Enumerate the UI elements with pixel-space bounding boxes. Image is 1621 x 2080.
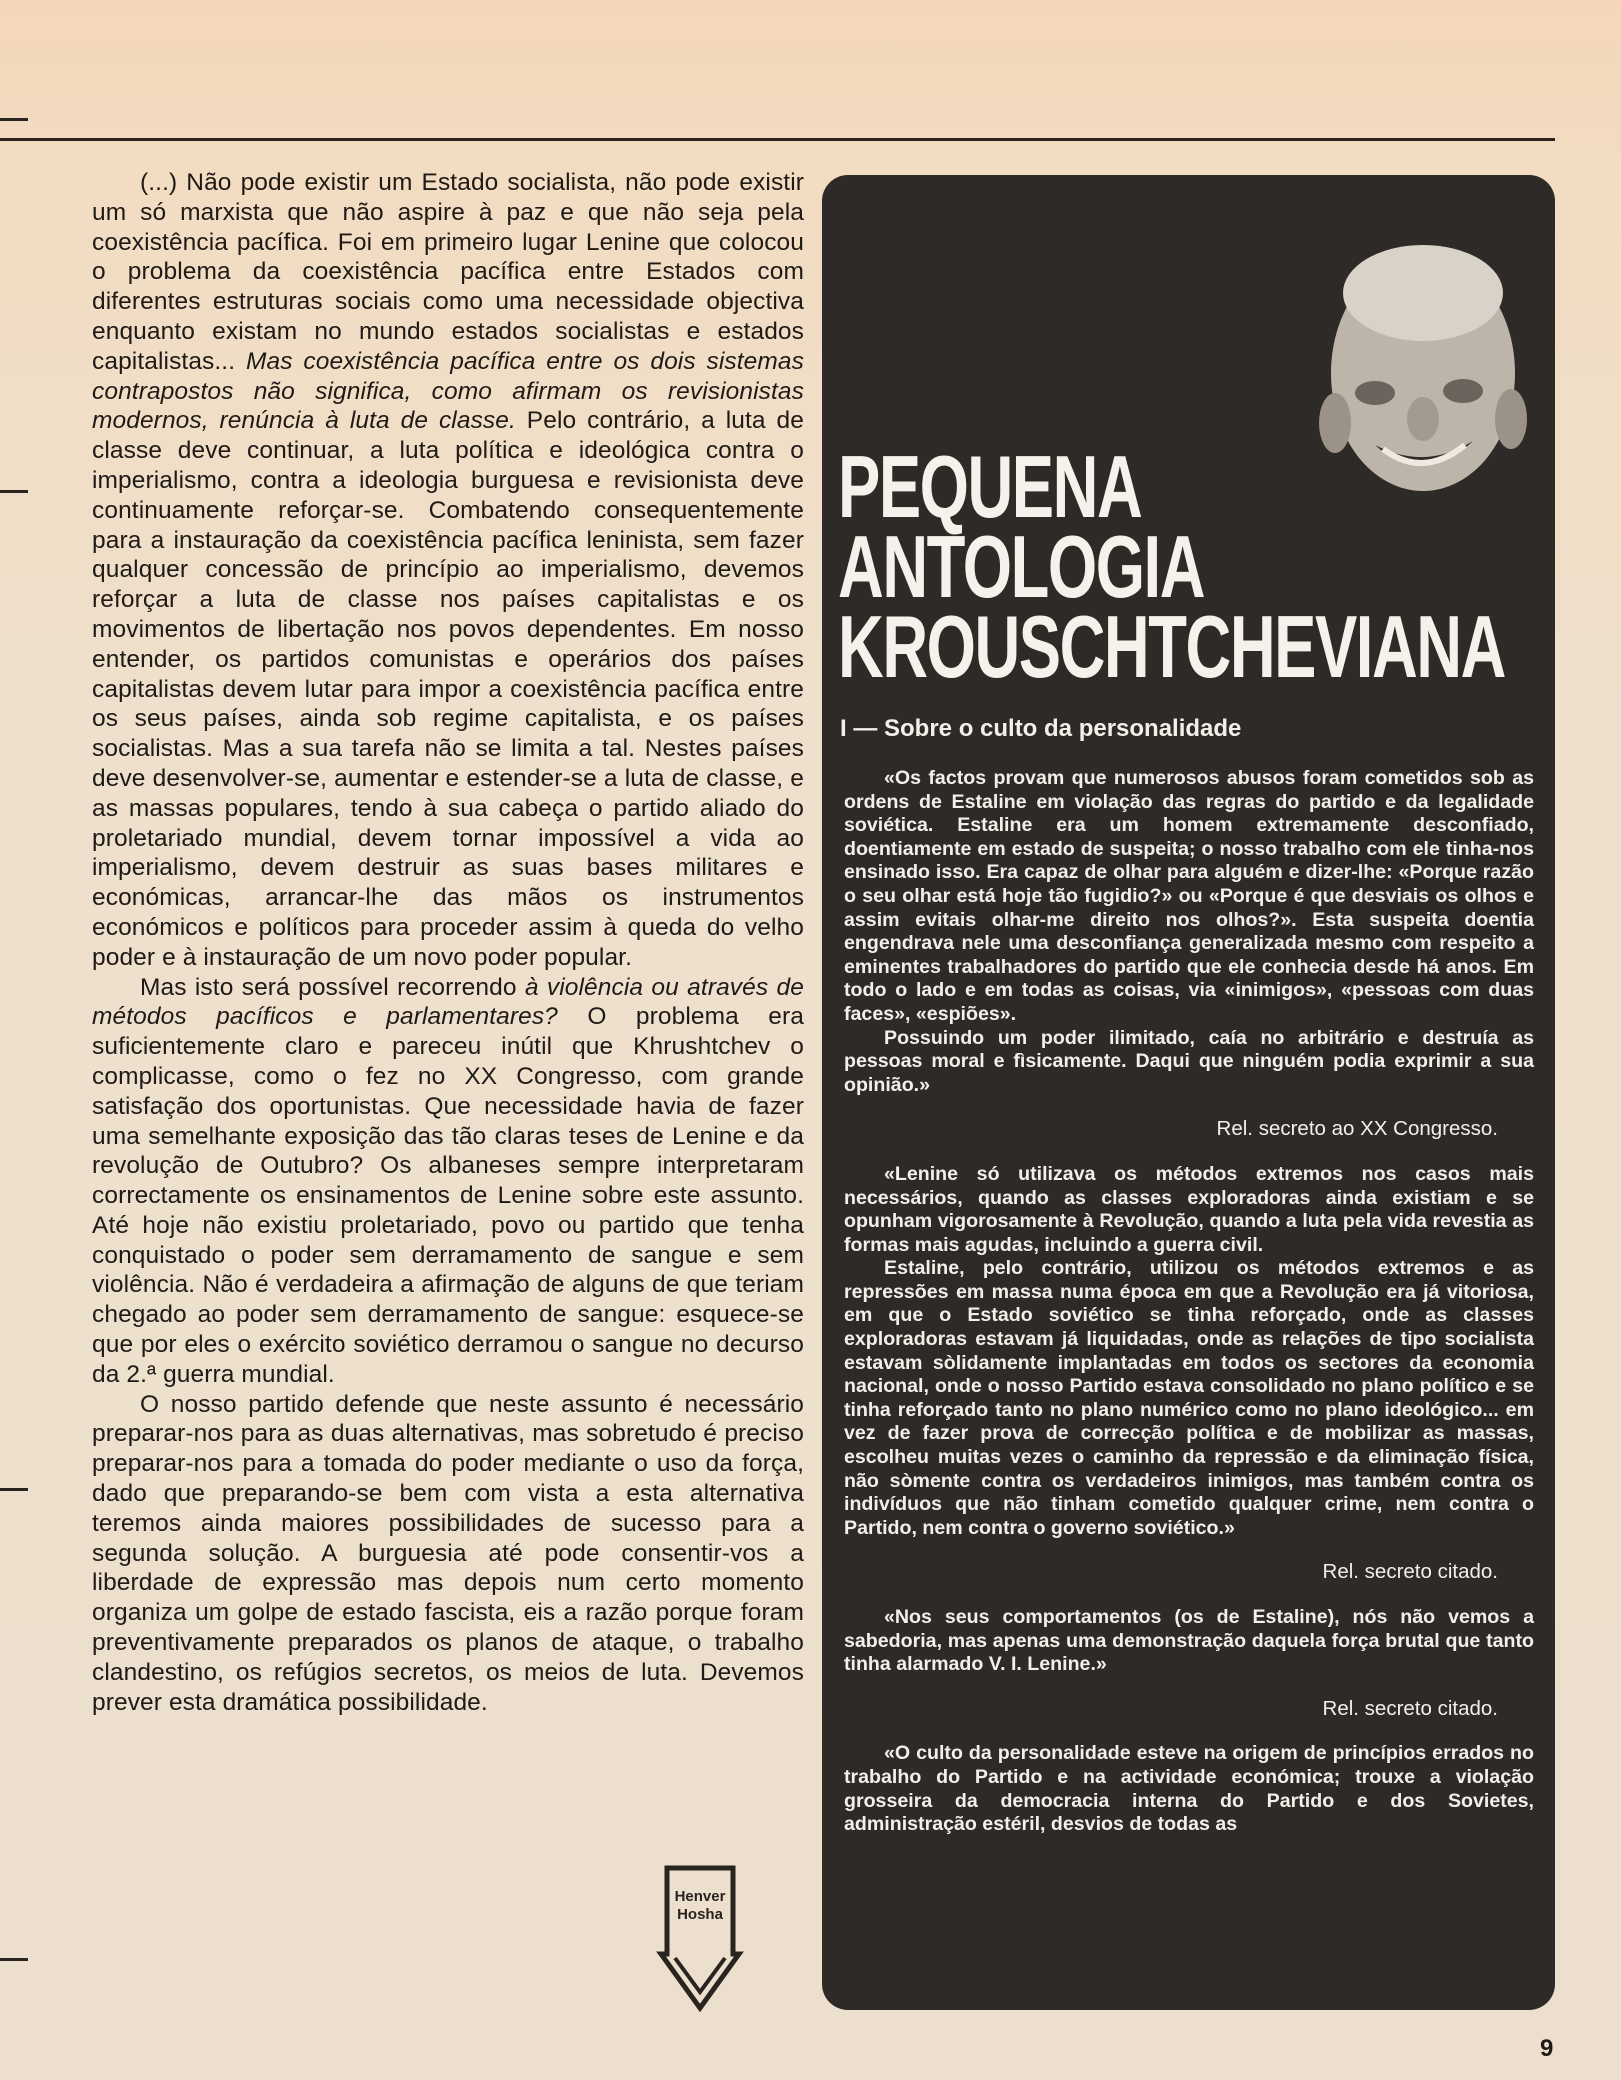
article-left-column [92,168,804,1858]
paragraph: Mas isto será possível recorrendo à violência ou através de métodos pacíficos e parlamentares? O problema era suficientemente claro e pareceu inútil que Khrushtchev o complicasse, como o fez no XX Congresso, com grande satisfação dos oportunistas. Que necessidade havia de fazer uma semelhante exposição das tão claras teses de Lenine e da revolução de Outubro? Os albaneses sempre interpretaram correctamente os ensinamentos de Lenine sobre este assunto. Até hoje não existiu proletariado, povo ou partido que tenha conquistado o poder sem derramamento de sangue e sem violência. Não é verdadeira a afirmação de alguns de que teriam chegado ao poder sem derramamento de sangue: esquece-se que por eles o exército soviético derramou o sangue no decurso da 2.ª guerra mundial. [92,973,804,1388]
margin-tick [0,1958,28,1961]
author-arrow-logo [655,1862,745,2012]
quote-paragraph: Estaline, pelo contrário, utilizou os métodos extremos e as repressões em massa numa época em que a Revolução era já vitoriosa, em que o Estado soviético se tinha reforçado, onde as classes exploradoras estavam já liquidadas, onde as relações de tipo socialista estavam sòlidamente implantadas em todos os sectores da economia nacional, onde o nosso Partido estava consolidado no plano político e se tinha reforçado tanto no plano numérico como no plano ideológico... em vez de fazer prova de correcção política e de mobilizar as massas, escolheu muitas vezes o caminho da repressão e da eliminação física, não sòmente contra os verdadeiros inimigos, mas também contra os indivíduos que não tinham cometido qualquer crime, nem contra o Partido, nem contra o governo soviético.» [844,1257,1534,1539]
quote-paragraph: Possuindo um poder ilimitado, caía no arbitrário e destruía as pessoas moral e fìsicamente. Daqui que ninguém podia exprimir a sua opinião.» [844,1026,1534,1096]
quote-source: Rel. secreto ao XX Congresso. [1216,1117,1498,1141]
panel-title: PEQUENA ANTOLOGIA KROUSCHTCHEVIANA [838,437,1505,696]
quote-paragraph: «Os factos provam que numerosos abusos foram cometidos sob as ordens de Estaline em violação das regras do partido e da legalidade soviética. Estaline era um homem extremamente desconfiado, doentiamente em estado de suspeita; o nosso trabalho com ele tinha-nos ensinado isso. Era capaz de olhar para alguém e dizer-lhe: «Porque razão o seu olhar está hoje tão fugidio?» ou «Porque é que desviais os olhos e assim evitais olhar-me direito nos olhos?». Esta suspeita doentia engendrava nele uma desconfiança generalizada mesmo com respeito a eminentes trabalhadores do partido que ele conhecia desde há anos. Em todo o lado e em todas as coisas, via «inimigos», «pessoas com duas faces», «espiões». [844,767,1534,1025]
quote-source: Rel. secreto citado. [1322,1696,1498,1720]
quotations [844,767,1534,1837]
margin-tick [0,1488,28,1491]
margin-tick [0,490,28,493]
quote-paragraph: «O culto da personalidade esteve na origem de princípios errados no trabalho do Partido e na actividade económica; trouxe a violação grosseira da democracia interna do Partido e dos Sovietes, administração estéril, desvios de todas as [844,1742,1534,1836]
quote-paragraph: «Lenine só utilizava os métodos extremos nos casos mais necessários, quando as classes exploradoras ainda existiam e se opunham vigorosamente à Revolução, quando a luta pela vida revestia as formas mais agudas, incluindo a guerra civil. [844,1162,1534,1256]
section-heading: I — Sobre o culto da personalidade [840,715,1242,742]
paragraph: O nosso partido defende que neste assunto é necessário preparar-nos para as duas alternativas, mas sobretudo é preciso preparar-nos para a tomada do poder mediante o uso da força, dado que preparando-se bem com vista a esta alternativa teremos ainda maiores possibilidades de sucesso para a segunda solução. A burguesia até pode consentir-vos a liberdade de expressão mas depois num certo momento organiza um golpe de estado fascista, eis a razão porque foram preventivamente preparados os planos de ataque, o trabalho clandestino, os refúgios secretos, os meios de luta. Devemos prever esta dramática possibilidade. [92,1390,804,1716]
author-logo-text: Henver Hosha [674,1888,726,1923]
margin-tick [0,118,28,121]
quote-paragraph: «Nos seus comportamentos (os de Estaline), nós não vemos a sabedoria, mas apenas uma demonstração daquela força brutal que tanto tinha alarmado V. I. Lenine.» [844,1606,1534,1676]
quote-source: Rel. secreto citado. [1322,1560,1498,1584]
anthology-panel [822,175,1555,2010]
top-rule [0,138,1555,141]
paragraph: (...) Não pode existir um Estado socialista, não pode existir um só marxista que não aspire à paz e que não seja pela coexistência pacífica. Foi em primeiro lugar Lenine que colocou o problema da coexistência pacífica entre Estados com diferentes estruturas sociais como uma necessidade objectiva enquanto existam no mundo estados socialistas e estados capitalistas... Mas coexistência pacífica entre os dois sistemas contrapostos não significa, como afirmam os revisionistas modernos, renúncia à luta de classe. Pelo contrário, a luta de classe deve continuar, a luta política e ideológica contra o imperialismo, contra a ideologia burguesa e revisionista deve continuamente reforçar-se. Combatendo consequentemente para a instauração da coexistência pacífica leninista, sem fazer qualquer concessão de princípio ao imperialismo, devemos reforçar a luta de classe nos países capitalistas e os movimentos de libertação nos povos dependentes. Em nosso entender, os partidos comunistas e operários dos países capitalistas devem lutar para impor a coexistência pacífica entre os seus países, ainda sob regime capitalista, e os países socialistas. Mas a sua tarefa não se limita a tal. Nestes países deve desenvolver-se, aumentar e estender-se a luta de classe, e as massas populares, tendo à sua cabeça o partido aliado do proletariado mundial, devem tornar impossível a vida ao imperialismo, devem destruir as suas bases militares e económicas, arrancar-lhe das mãos os instrumentos económicos e políticos para proceder assim à queda do velho poder e à instauração de um novo poder popular. [92,169,804,971]
page-number: 9 [1540,2035,1554,2062]
